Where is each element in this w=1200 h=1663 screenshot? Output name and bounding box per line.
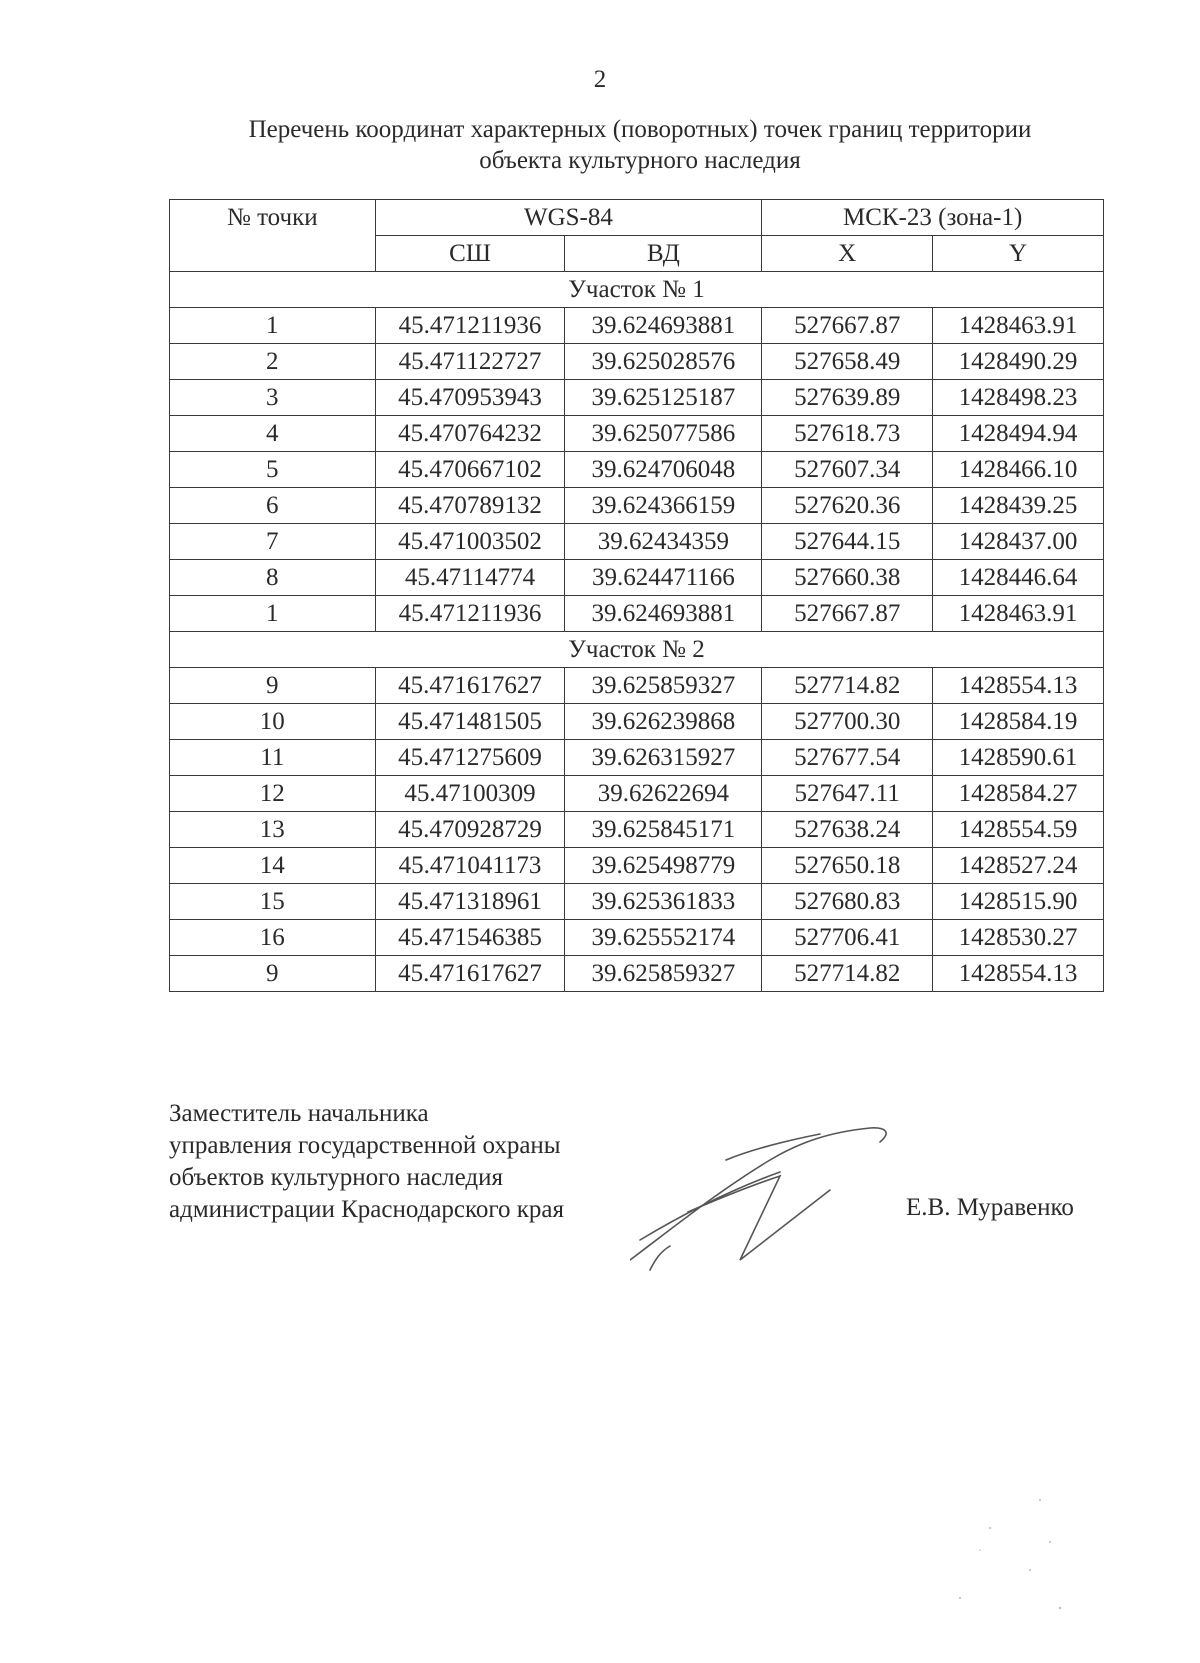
x-cell: 527620.36 — [762, 488, 933, 524]
longitude-cell: 39.625859327 — [565, 668, 762, 704]
table-row — [170, 488, 1104, 524]
longitude-cell: 39.625028576 — [565, 344, 762, 380]
signer-position-line: управления государственной охраны — [169, 1132, 561, 1159]
table-row — [170, 380, 1104, 416]
y-cell: 1428584.27 — [933, 776, 1104, 812]
section-row — [170, 632, 1104, 668]
signer-position-line: объектов культурного наследия — [169, 1164, 503, 1191]
latitude-cell: 45.470667102 — [375, 452, 565, 488]
point-number-cell: 9 — [170, 956, 376, 992]
y-cell: 1428554.13 — [933, 956, 1104, 992]
latitude-cell: 45.470928729 — [375, 812, 565, 848]
point-number-cell: 1 — [170, 596, 376, 632]
table-body — [170, 272, 1104, 992]
longitude-cell: 39.625845171 — [565, 812, 762, 848]
point-number-cell: 1 — [170, 308, 376, 344]
x-cell: 527680.83 — [762, 884, 933, 920]
table-row — [170, 452, 1104, 488]
latitude-cell: 45.471275609 — [375, 740, 565, 776]
longitude-cell: 39.626315927 — [565, 740, 762, 776]
latitude-cell: 45.471617627 — [375, 668, 565, 704]
title-line-2: объекта культурного наследия — [479, 147, 801, 174]
y-cell: 1428437.00 — [933, 524, 1104, 560]
x-cell: 527638.24 — [762, 812, 933, 848]
document-title — [150, 114, 1130, 176]
table-row — [170, 776, 1104, 812]
x-cell: 527667.87 — [762, 596, 933, 632]
point-number-cell: 14 — [170, 848, 376, 884]
table-row — [170, 704, 1104, 740]
y-cell: 1428515.90 — [933, 884, 1104, 920]
header-y: Y — [933, 236, 1104, 272]
point-number-cell: 16 — [170, 920, 376, 956]
x-cell: 527658.49 — [762, 344, 933, 380]
y-cell: 1428463.91 — [933, 308, 1104, 344]
longitude-cell: 39.62434359 — [565, 524, 762, 560]
longitude-cell: 39.625125187 — [565, 380, 762, 416]
section-row — [170, 272, 1104, 308]
y-cell: 1428584.19 — [933, 704, 1104, 740]
table-row — [170, 344, 1104, 380]
table-row — [170, 524, 1104, 560]
header-longitude: ВД — [565, 236, 762, 272]
signer-position-line: Заместитель начальника — [169, 1100, 429, 1127]
header-latitude: СШ — [375, 236, 565, 272]
longitude-cell: 39.625361833 — [565, 884, 762, 920]
point-number-cell: 7 — [170, 524, 376, 560]
section-title: Участок № 1 — [170, 272, 1104, 308]
latitude-cell: 45.471041173 — [375, 848, 565, 884]
x-cell: 527706.41 — [762, 920, 933, 956]
table-row — [170, 668, 1104, 704]
signer-position — [169, 1098, 564, 1226]
longitude-cell: 39.624471166 — [565, 560, 762, 596]
y-cell: 1428554.59 — [933, 812, 1104, 848]
table-row — [170, 956, 1104, 992]
y-cell: 1428498.23 — [933, 380, 1104, 416]
point-number-cell: 6 — [170, 488, 376, 524]
x-cell: 527644.15 — [762, 524, 933, 560]
longitude-cell: 39.624693881 — [565, 308, 762, 344]
y-cell: 1428590.61 — [933, 740, 1104, 776]
table-row — [170, 884, 1104, 920]
point-number-cell: 8 — [170, 560, 376, 596]
table-row — [170, 596, 1104, 632]
latitude-cell: 45.471318961 — [375, 884, 565, 920]
x-cell: 527639.89 — [762, 380, 933, 416]
y-cell: 1428439.25 — [933, 488, 1104, 524]
latitude-cell: 45.471122727 — [375, 344, 565, 380]
y-cell: 1428527.24 — [933, 848, 1104, 884]
latitude-cell: 45.47100309 — [375, 776, 565, 812]
x-cell: 527660.38 — [762, 560, 933, 596]
point-number-cell: 3 — [170, 380, 376, 416]
latitude-cell: 45.471211936 — [375, 308, 565, 344]
latitude-cell: 45.471003502 — [375, 524, 565, 560]
longitude-cell: 39.624693881 — [565, 596, 762, 632]
header-msk23: МСК-23 (зона-1) — [762, 200, 1104, 236]
x-cell: 527607.34 — [762, 452, 933, 488]
scan-specks — [920, 1480, 1080, 1640]
table-row — [170, 308, 1104, 344]
section-title: Участок № 2 — [170, 632, 1104, 668]
x-cell: 527650.18 — [762, 848, 933, 884]
table-row — [170, 560, 1104, 596]
y-cell: 1428463.91 — [933, 596, 1104, 632]
latitude-cell: 45.470953943 — [375, 380, 565, 416]
latitude-cell: 45.470789132 — [375, 488, 565, 524]
x-cell: 527667.87 — [762, 308, 933, 344]
y-cell: 1428466.10 — [933, 452, 1104, 488]
signer-name: Е.В. Муравенко — [906, 1194, 1074, 1221]
table-row — [170, 416, 1104, 452]
x-cell: 527647.11 — [762, 776, 933, 812]
y-cell: 1428446.64 — [933, 560, 1104, 596]
longitude-cell: 39.625859327 — [565, 956, 762, 992]
title-line-1: Перечень координат характерных (поворотных) точек границ территории — [248, 116, 1032, 143]
table-header — [170, 200, 1104, 272]
header-point-number: № точки — [170, 200, 376, 272]
x-cell: 527700.30 — [762, 704, 933, 740]
header-wgs84: WGS-84 — [375, 200, 762, 236]
latitude-cell: 45.471211936 — [375, 596, 565, 632]
y-cell: 1428530.27 — [933, 920, 1104, 956]
handwritten-signature — [630, 1120, 930, 1280]
x-cell: 527714.82 — [762, 956, 933, 992]
page-number: 2 — [593, 66, 607, 93]
latitude-cell: 45.47114774 — [375, 560, 565, 596]
point-number-cell: 9 — [170, 668, 376, 704]
latitude-cell: 45.471481505 — [375, 704, 565, 740]
y-cell: 1428490.29 — [933, 344, 1104, 380]
point-number-cell: 5 — [170, 452, 376, 488]
table-row — [170, 848, 1104, 884]
point-number-cell: 10 — [170, 704, 376, 740]
point-number-cell: 12 — [170, 776, 376, 812]
coordinates-table — [169, 199, 1104, 992]
longitude-cell: 39.62622694 — [565, 776, 762, 812]
table-row — [170, 740, 1104, 776]
longitude-cell: 39.626239868 — [565, 704, 762, 740]
point-number-cell: 13 — [170, 812, 376, 848]
y-cell: 1428554.13 — [933, 668, 1104, 704]
point-number-cell: 2 — [170, 344, 376, 380]
table-row — [170, 920, 1104, 956]
point-number-cell: 15 — [170, 884, 376, 920]
y-cell: 1428494.94 — [933, 416, 1104, 452]
point-number-cell: 4 — [170, 416, 376, 452]
latitude-cell: 45.471546385 — [375, 920, 565, 956]
latitude-cell: 45.471617627 — [375, 956, 565, 992]
longitude-cell: 39.624366159 — [565, 488, 762, 524]
x-cell: 527714.82 — [762, 668, 933, 704]
longitude-cell: 39.625077586 — [565, 416, 762, 452]
x-cell: 527618.73 — [762, 416, 933, 452]
x-cell: 527677.54 — [762, 740, 933, 776]
longitude-cell: 39.624706048 — [565, 452, 762, 488]
latitude-cell: 45.470764232 — [375, 416, 565, 452]
header-x: X — [762, 236, 933, 272]
longitude-cell: 39.625552174 — [565, 920, 762, 956]
longitude-cell: 39.625498779 — [565, 848, 762, 884]
point-number-cell: 11 — [170, 740, 376, 776]
table-row — [170, 812, 1104, 848]
signer-position-line: администрации Краснодарского края — [169, 1196, 565, 1223]
